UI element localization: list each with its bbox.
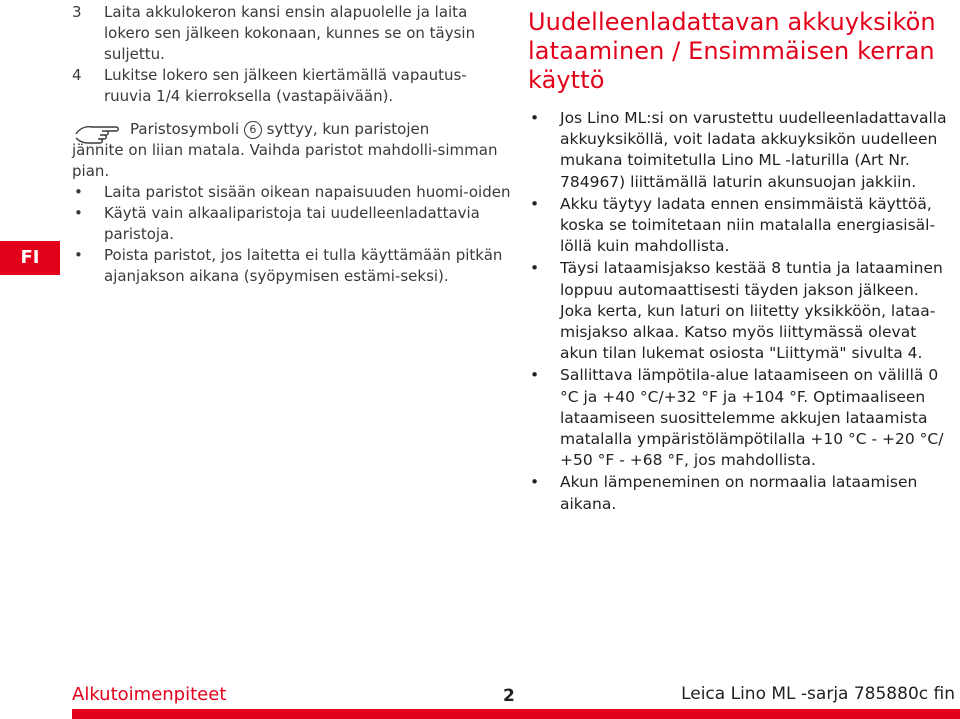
bullet-text: Jos Lino ML:si on varustettu uudelleenladattavalla akkuyksiköllä, voit ladata akkuyksikön uudelleen mukana toimitetulla Lino ML -laturilla (Art Nr. 784967) liittämällä laturin akunsuojan jakkiin. [560,109,947,191]
note-prefix: Paristosymboli [130,120,240,138]
list-item [528,472,953,514]
bullet-text: Akku täytyy ladata ennen ensimmäistä käyttöä, koska se toimitetaan niin matalalla energiasisäl-löllä kuin mahdollista. [560,194,936,256]
step-number: 3 [72,3,82,21]
bullet-text: Laita paristot sisään oikean napaisuuden huomi-oiden [104,183,511,201]
footer-product-code: Leica Lino ML -sarja 785880c fin [681,684,955,704]
note-suffix: syttyy, kun paristojen [266,120,430,138]
bullet-icon: • [74,204,83,222]
note-first-line [72,119,512,140]
pointing-hand-icon [74,118,120,144]
battery-symbol-number: 6 [244,121,262,139]
page-number: 2 [503,686,515,706]
footer-section-title: Alkutoimenpiteet [72,684,227,705]
bullet-text: Sallittava lämpötila-alue lataamiseen on välillä 0 °C ja +40 °C/+32 °F ja +104 °F. Optimaaliseen lataamiseen suosittelemme akkujen lataamista matalalla ympäristölämpötilalla +10 °C - +20 °C/ +50 °F - +68 °F, jos mahdollista. [560,366,944,470]
bullet-icon: • [74,246,83,264]
bullet-icon: • [530,473,540,492]
step-4 [72,65,512,107]
note-block [72,107,512,182]
step-number: 4 [72,66,82,84]
list-item [528,258,953,364]
list-item [72,203,512,245]
list-item [72,245,512,287]
right-column [528,8,953,516]
bullet-text: Täysi lataamisjakso kestää 8 tuntia ja lataaminen loppuu automaattisesti täyden jakson jälkeen. Joka kerta, kun laturi on liitetty yksikköön, lataa-misjakso alkaa. Katso myös liittymässä olevat akun tilan lukemat osiosta "Liittymä" sivulta 4. [560,259,943,363]
bullet-icon: • [530,109,540,127]
section-heading: Uudelleenladattavan akkuyksikön lataaminen / Ensimmäisen kerran käyttö [528,8,936,94]
bullet-text: Poista paristot, jos laitetta ei tulla käyttämään pitkän ajanjakson aikana (syöpymisen estämi-seksi). [104,246,503,285]
left-column [72,2,512,287]
bullet-icon: • [74,183,83,201]
bullet-icon: • [530,259,540,278]
language-tab: FI [0,241,60,275]
bullet-text: Akun lämpeneminen on normaalia lataamisen aikana. [560,473,918,513]
list-item [72,182,512,203]
step-text: Laita akkulokeron kansi ensin alapuolelle ja laita lokero sen jälkeen kokonaan, kunnes se on täysin suljettu. [104,3,476,63]
step-text: Lukitse lokero sen jälkeen kiertämällä vapautus-ruuvia 1/4 kierroksella (vastapäivään). [104,66,467,105]
bullet-text: Käytä vain alkaaliparistoja tai uudelleenladattavia paristoja. [104,204,480,243]
list-item [528,365,953,471]
bullet-icon: • [530,194,540,213]
step-3 [72,2,512,65]
list-item [528,108,953,193]
footer-rule [72,709,960,719]
list-item [528,194,953,258]
note-continuation: jännite on liian matala. Vaihda paristot mahdolli-simman pian. [72,141,498,180]
bullet-icon: • [530,366,540,385]
